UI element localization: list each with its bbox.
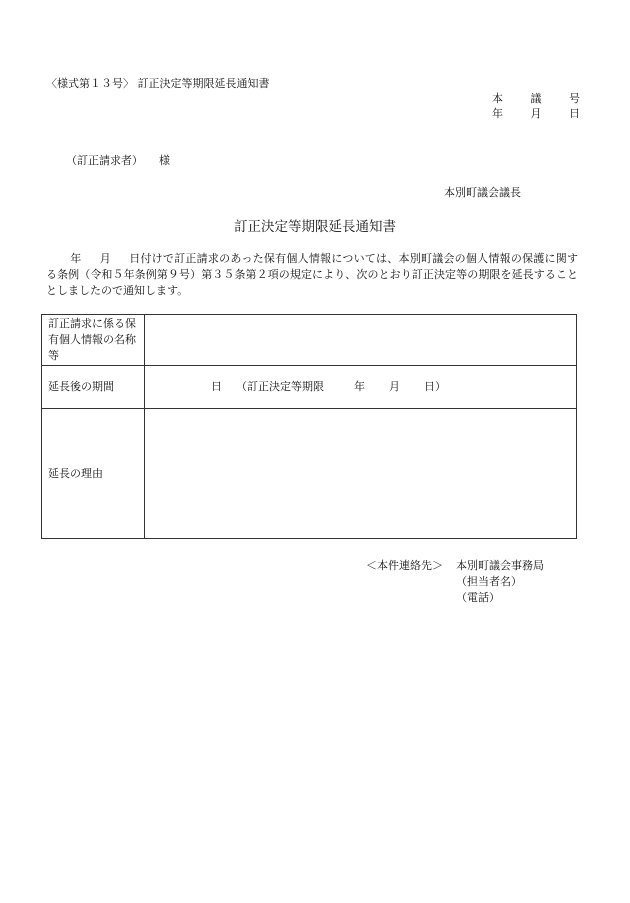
date-day: 日 bbox=[569, 107, 580, 120]
deadline-label: （訂正決定等期限 bbox=[236, 380, 324, 393]
contact-label: ＜本件連絡先＞ bbox=[366, 559, 443, 572]
period-day: 日 bbox=[211, 380, 222, 393]
document-number-suffix: 号 bbox=[569, 92, 580, 105]
deadline-year: 年 bbox=[354, 380, 365, 393]
contact-person: （担当者名） bbox=[456, 575, 522, 588]
deadline-month: 月 bbox=[389, 380, 400, 393]
table-row bbox=[42, 409, 577, 539]
info-table bbox=[41, 314, 577, 539]
extended-period-text bbox=[211, 380, 446, 393]
contact-office: 本別町議会事務局 bbox=[456, 559, 544, 572]
document-number bbox=[492, 90, 580, 106]
body-text: 日付けで訂正請求のあった保有個人情報については、本別町議会の個人情報の保護に関する条例（令和５年条例第９号）第３５条第２項の規定により、次のとおり訂正決定等の期限を延長することとしましたので通知します。 bbox=[46, 252, 579, 297]
document-number-assembly: 議 bbox=[530, 92, 542, 105]
document-date bbox=[492, 105, 580, 121]
row-label-name: 訂正請求に係る保有個人情報の名称等 bbox=[42, 315, 145, 366]
document-number-prefix: 本 bbox=[492, 92, 503, 105]
recipient-label: （訂正請求者） bbox=[66, 154, 143, 167]
row-label-period: 延長後の期間 bbox=[42, 366, 145, 409]
recipient bbox=[66, 152, 170, 168]
body-year: 年 bbox=[70, 252, 82, 265]
row-label-reason: 延長の理由 bbox=[42, 409, 145, 539]
recipient-honorific: 様 bbox=[159, 154, 170, 167]
document-title: 訂正決定等期限延長通知書 bbox=[234, 219, 396, 235]
row-value-name bbox=[145, 315, 577, 366]
deadline-day: 日） bbox=[424, 380, 446, 393]
notice-body bbox=[46, 251, 578, 299]
form-number: 〈様式第１３号〉 訂正決定等期限延長通知書 bbox=[46, 77, 270, 90]
table-row bbox=[42, 366, 577, 409]
body-month: 月 bbox=[99, 252, 111, 265]
date-year: 年 bbox=[492, 107, 503, 120]
row-value-period bbox=[145, 366, 577, 409]
contact-phone: （電話） bbox=[456, 591, 500, 604]
row-value-reason bbox=[145, 409, 577, 539]
table-row bbox=[42, 315, 577, 366]
sender: 本別町議会議長 bbox=[444, 186, 521, 199]
date-month: 月 bbox=[530, 107, 542, 120]
